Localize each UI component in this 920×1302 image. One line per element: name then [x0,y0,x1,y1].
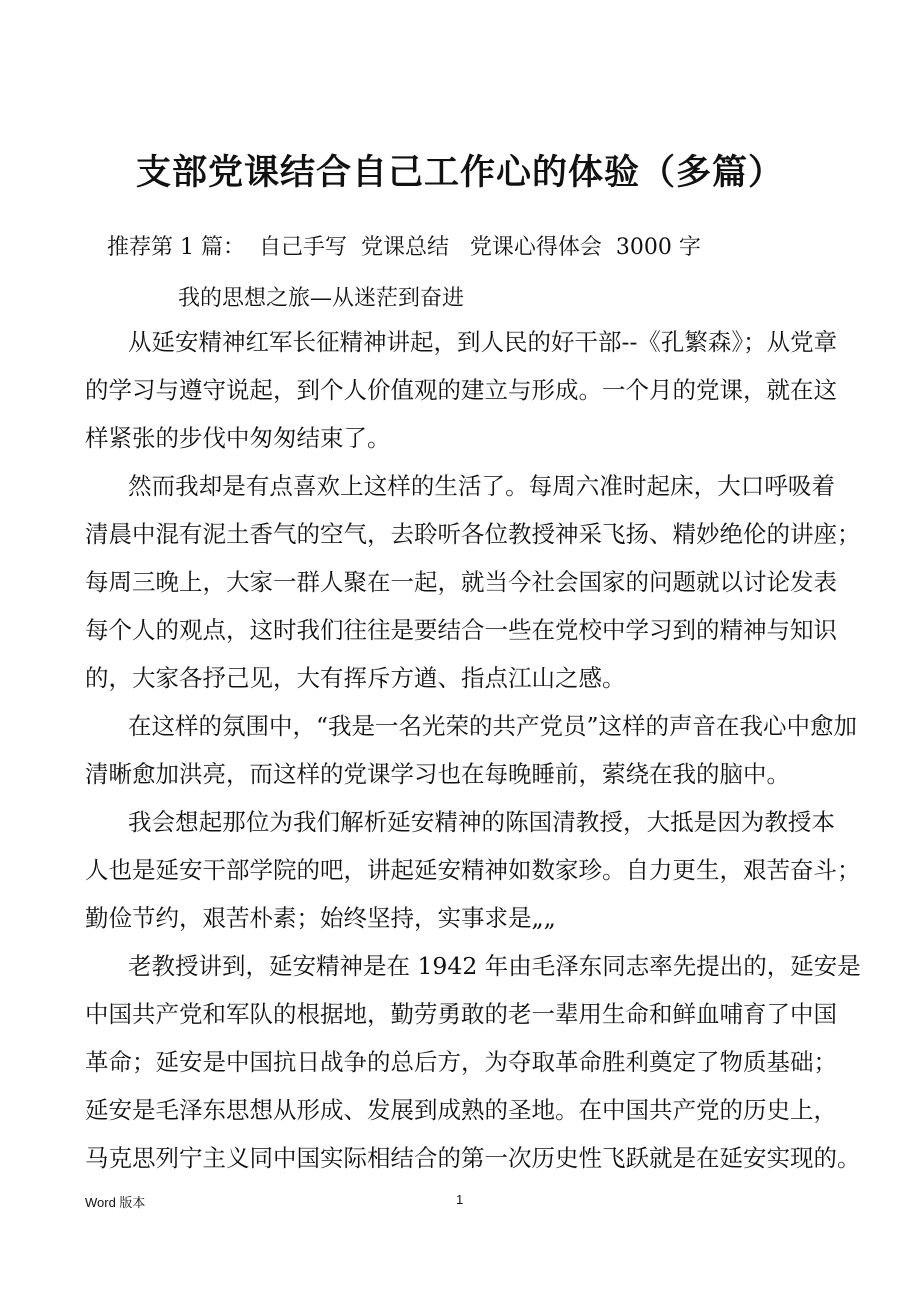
paragraph-line: 在这样的氛围中，“我是一名光荣的共产党员”这样的声音在我心中愈加 [128,712,858,740]
paragraph-line: 然而我却是有点喜欢上这样的生活了。每周六准时起床，大口呼吸着 [128,472,835,500]
paragraph-line: 人也是延安干部学院的吧，讲起延安精神如数家珍。自力更生，艰苦奋斗； [85,856,861,884]
footer-label: Word 版本 [85,1195,146,1210]
paragraph-line: 每个人的观点，这时我们往往是要结合一些在党校中学习到的精神与知识 [85,616,837,644]
paragraph-line: 延安是毛泽东思想从形成、发展到成熟的圣地。在中国共产党的历史上， [85,1096,837,1124]
paragraph-line: 我会想起那位为我们解析延安精神的陈国清教授，大抵是因为教授本 [128,808,835,836]
paragraph-line: 勤俭节约，艰苦朴素；始终坚持，实事求是„„ [85,904,556,932]
paragraph-line: 清晰愈加洪亮，而这样的党课学习也在每晚睡前，萦绕在我的脑中。 [85,760,790,788]
paragraph-line: 清晨中混有泥土香气的空气，去聆听各位教授神采飞扬、精妙绝伦的讲座； [85,520,861,548]
paragraph-line: 革命；延安是中国抗日战争的总后方，为夺取革命胜利奠定了物质基础； [85,1048,837,1076]
paragraph-line: 的，大家各抒己见，大有挥斥方遒、指点江山之感。 [85,664,626,692]
paragraph-line: 样紧张的步伐中匆匆结束了。 [85,424,391,452]
paragraph-line: 从延安精神红军长征精神讲起，到人民的好干部--《孔繁森》；从党章 [128,328,838,356]
paragraph-line: 老教授讲到，延安精神是在 1942 年由毛泽东同志率先提出的，延安是 [128,952,861,980]
document-title: 支部党课结合自己工作心的体验（多篇） [135,152,784,193]
essay-subtitle: 我的思想之旅—从迷茫到奋进 [178,286,465,311]
paragraph-line: 每周三晚上，大家一群人聚在一起，就当今社会国家的问题就以讨论发表 [85,568,837,596]
paragraph-line: 的学习与遵守说起，到个人价值观的建立与形成。一个月的党课，就在这 [85,376,837,404]
paragraph-line: 中国共产党和军队的根据地，勤劳勇敢的老一辈用生命和鲜血哺育了中国 [85,1000,837,1028]
paragraph-line: 马克思列宁主义同中国实际相结合的第一次历史性飞跃就是在延安实现的。 [85,1144,861,1172]
recommend-line: 推荐第 1 篇： 自己手写 党课总结 党课心得体会 3000 字 [107,235,701,260]
page-number: 1 [456,1192,464,1207]
